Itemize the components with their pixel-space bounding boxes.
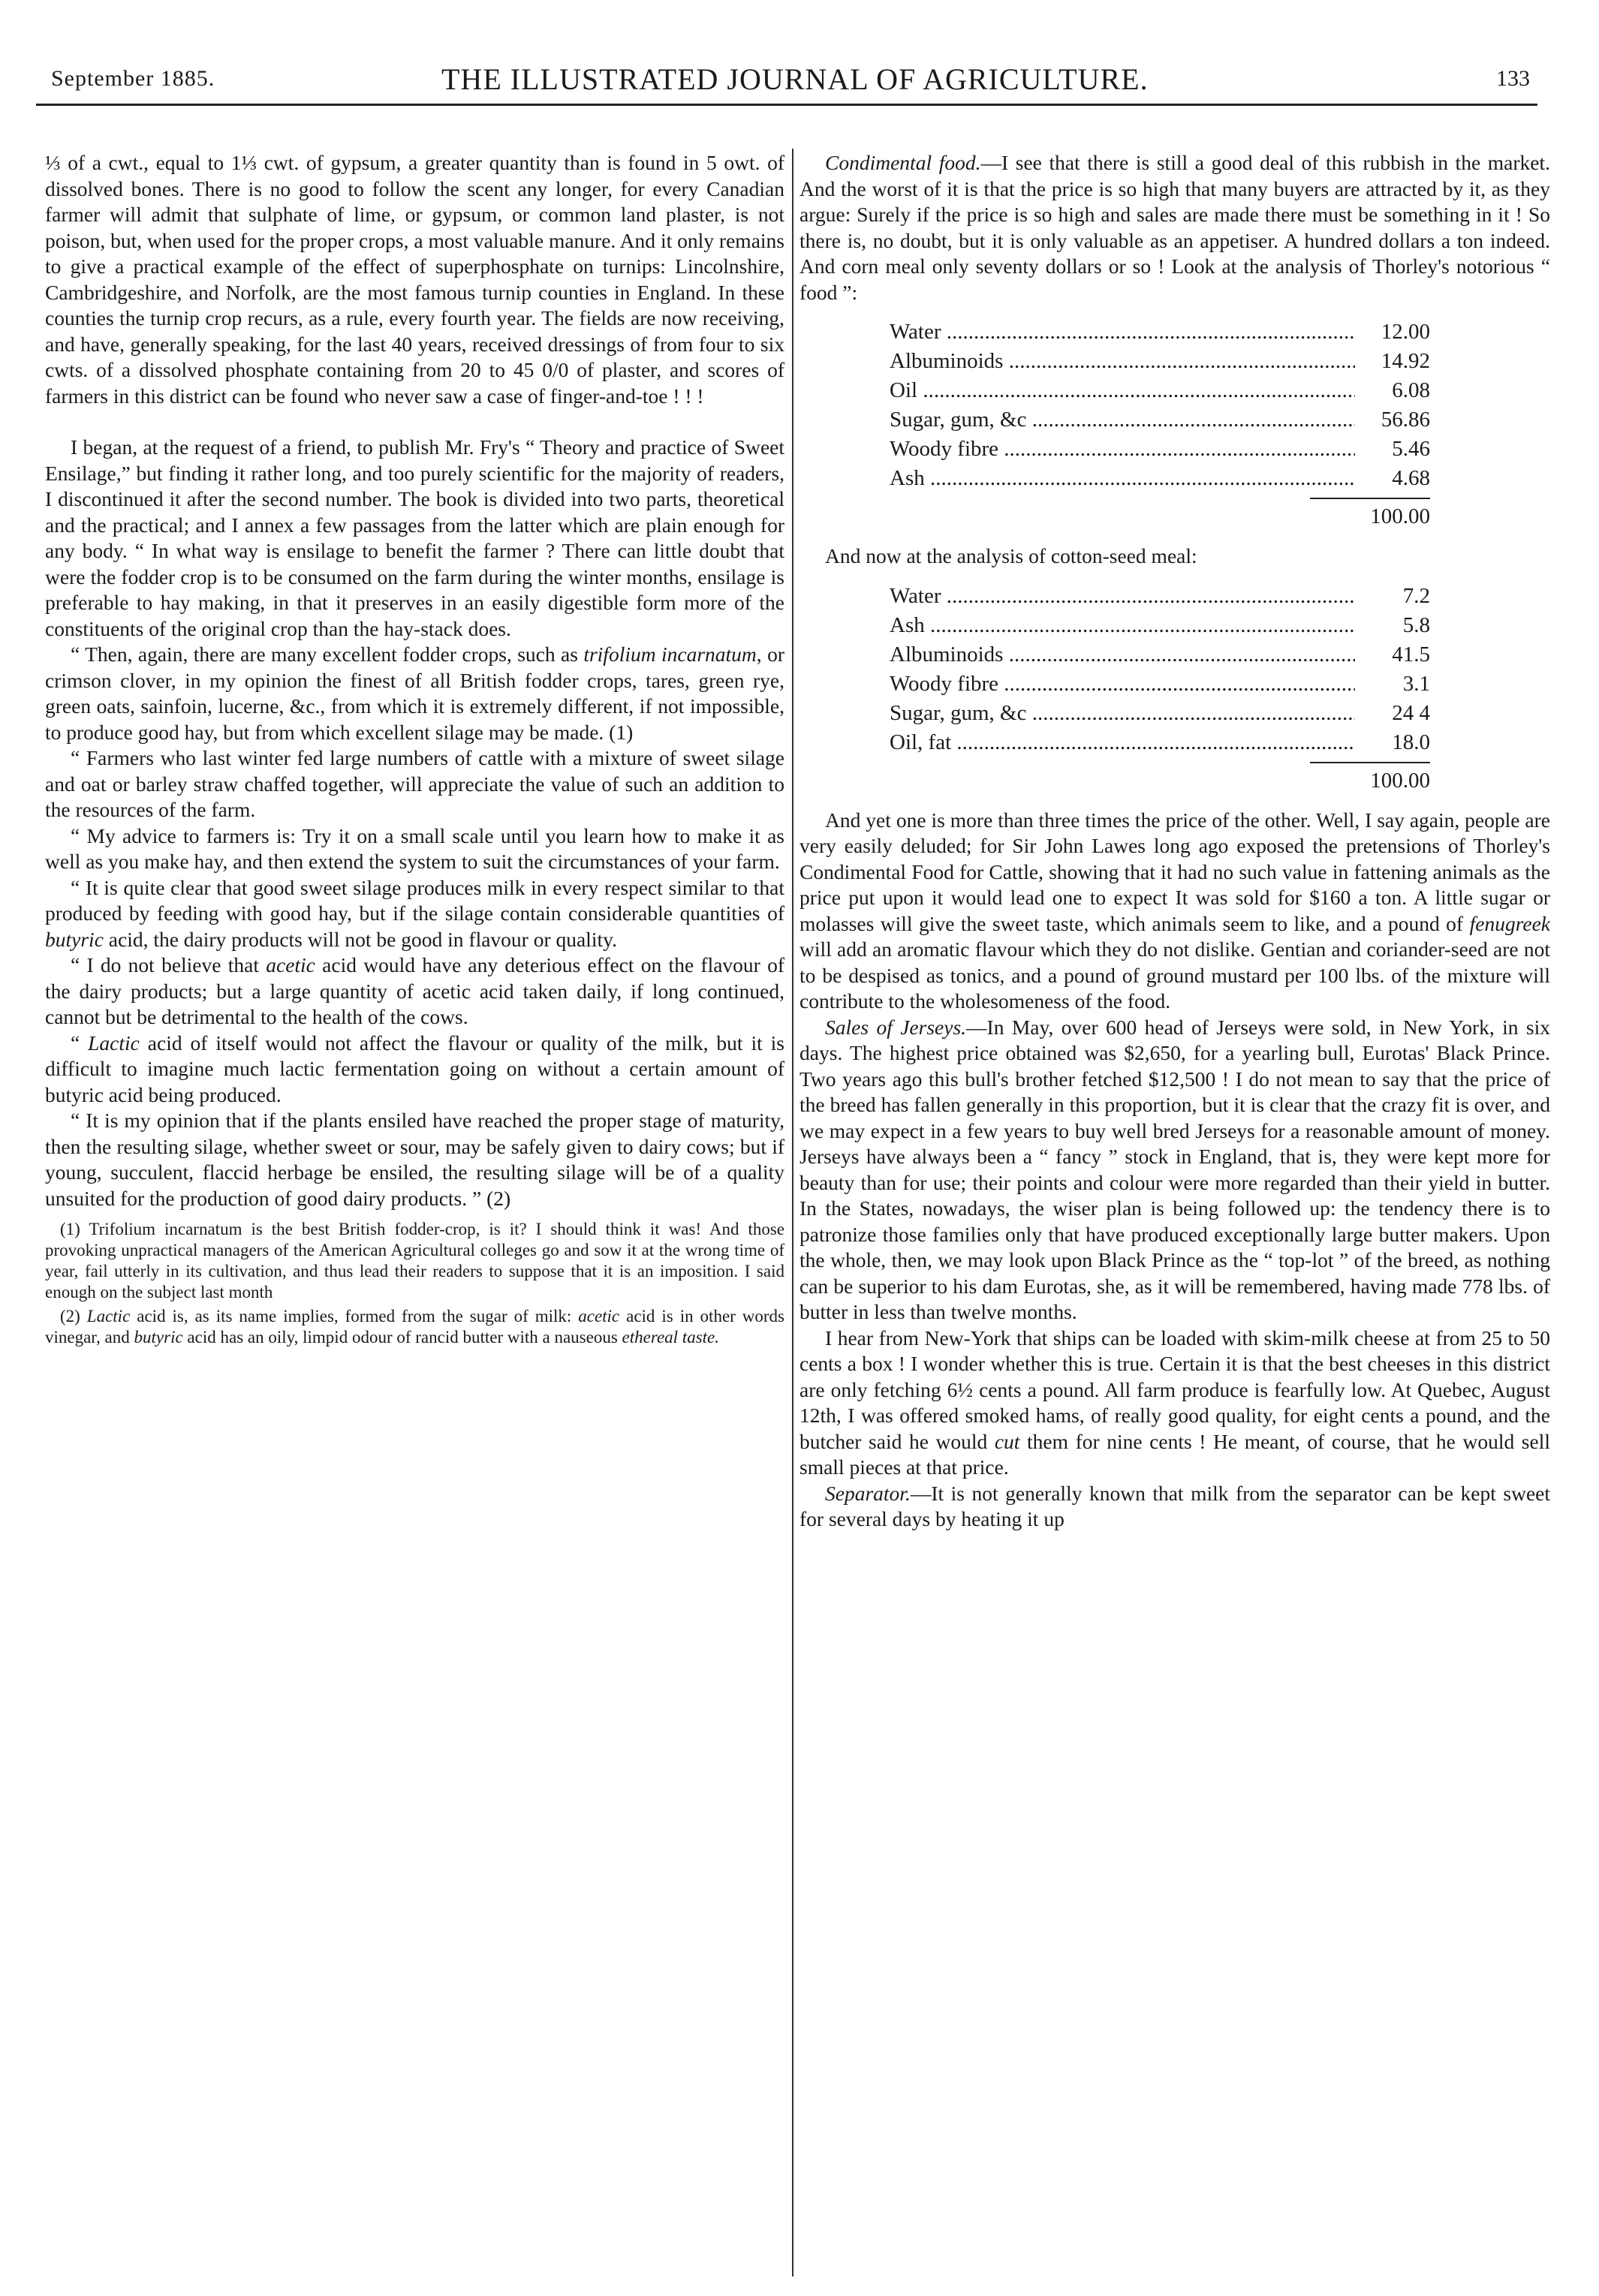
maturity-paragraph: “ It is my opinion that if the plants ensiled have reached the proper stage of maturity, then the resulting silage, whether sweet or sour, may be safely given to dairy cows; but if young, succulent, flaccid herbage be ensiled, the resulting silage will be of a quality unsuited for the production of good dairy products. ” (2) [45,1109,784,1210]
journal-title: THE ILLUSTRATED JOURNAL OF AGRICULTURE. [441,62,1149,96]
price-comparison-paragraph: And yet one is more than three times the price of the other. Well, I say again, people are very easily deluded; for Sir John Lawes long ago exposed the pretensions of Thorley's Condimental Food for Cattle, showing that it had no such value in fattening animals as the price put upon it would lead one to expect It was sold for $160 a ton. A little sugar or molasses will give the sweet taste, which animals seem to like, and a pound of fenugreek will add an aromatic flavour which they do not dislike. Gentian and coriander-seed are not to be despised as tonics, and a pound of ground mustard per 100 lbs. of the mixture will contribute to the wholesomeness of the food. [800,808,1550,1013]
left-column [45,150,784,1351]
table-row: Water ..... 12.00 [890,317,1430,347]
table-row: Ash ..... 4.68 [890,464,1430,493]
table-row: Ash ..... 5.8 [890,611,1430,640]
separator-paragraph: Separator.—It is not generally known that milk from the separator can be kept sweet for several days by heating it up [800,1481,1550,1530]
table-row: Oil, fat ..... 18.0 [890,728,1430,757]
table-row: Woody fibre ..... 5.46 [890,435,1430,464]
acetic-acid-paragraph: “ I do not believe that acetic acid would have any deterious effect on the flavour of the dairy products; but a large quantity of acetic acid taken daily, if long continued, cannot but be detrimental to the health of the cows. [45,953,785,1028]
footnote-2: (2) Lactic acid is, as its name implies, formed from the sugar of milk: acetic acid is in other words vinegar, and butyric acid has an oily, limpid odour of rancid butter with a nauseous ethereal taste. [45,1307,785,1347]
cotton-seed-analysis-table [890,582,1430,796]
table-row: Sugar, gum, &c ..... 56.86 [890,405,1430,435]
table-total: 100.00 [1310,498,1430,531]
condimental-food-paragraph: Condimental food.—I see that there is still a good deal of this rubbish in the market. And the worst of it is that the price is so high that many buyers are attracted by it, as they argue: Surely if the price is so high and sales are made there must be something in it ! So there is, no doubt, but it is only valuable as an appetiser. A hundred dollars a ton indeed. And corn meal only seventy dollars or so ! Look at the analysis of Thorley's notorious “ food ”: [800,151,1550,304]
table-row: Water ..... 7.2 [890,582,1430,611]
right-column [800,150,1550,1533]
table-row: Albuminoids ..... 14.92 [890,347,1430,376]
page-number: 133 [1496,66,1530,91]
table-row: Albuminoids ..... 41.5 [890,640,1430,670]
ensilage-intro-paragraph: I began, at the request of a friend, to publish Mr. Fry's “ Theory and practice of Sweet Ensilage,” but finding it rather long, and too purely scientific for the majority of readers, I discontinued it after the second number. The book is divided into two parts, theoretical and the practical; and I annex a few passages from the latter which are plain enough for any body. “ In what way is ensilage to benefit the farmer ? There can little doubt that were the fodder crop is to be consumed on the farm during the winter months, ensilage is preferable to hay making, in that it preserves in an easily digestible form more of the constituents of the original crop than the hay-stack does. [45,435,784,640]
cotton-seed-intro: And now at the analysis of cotton-seed meal: [825,544,1197,567]
jerseys-heading: Sales of Jerseys. [825,1015,967,1039]
issue-date: September 1885. [51,66,215,91]
column-divider [792,149,793,2276]
table-row: Woody fibre ..... 3.1 [890,670,1430,699]
cheese-paragraph: I hear from New-York that ships can be loaded with skim-milk cheese at from 25 to 50 cents a box ! I wonder whether this is true. Certain it is that the best cheeses in this district are only fetching 6½ cents a pound. All farm produce is fearfully low. At Quebec, August 12th, I was offered smoked hams, of really good quality, for eight cents a pound, and the butcher said he would cut them for nine cents ! He meant, of course, that he would sell small pieces at that price. [800,1326,1550,1479]
condimental-food-heading: Condimental food. [825,151,981,174]
footnotes [45,1219,784,1348]
jerseys-paragraph: Sales of Jerseys.—In May, over 600 head of Jerseys were sold, in New York, in six days. The highest price obtained was $2,650, for a yearling bull, Eurotas' Black Prince. Two years ago this bull's brother fetched $12,500 ! I do not mean to say that the price of the breed has fallen generally in this proportion, but it is clear that the crazy fit is over, and we may expect in a few years to buy well bred Jerseys for a reasonable amount of money. Jerseys have always been a “ fancy ” stock in England, that is, they were kept more for beauty than for use; their points and colour were more regarded than their yield in butter. In the States, nowadays, the wiser plan is being followed up: the tendency there is to patronize those families only that have produced exceptionally large butter makers. Upon the whole, then, we may look upon Black Prince as the “ top-lot ” of the breed, as nothing can be superior to his dam Eurotas, she, as it will be remembered, having made 778 lbs. of butter in less than twelve months. [800,1015,1551,1323]
page-header [36,59,1537,106]
farmers-paragraph: “ Farmers who last winter fed large numbers of cattle with a mixture of sweet silage and oat or barley straw chaffed together, will appreciate the value of such an addition to the resources of the farm. [45,746,784,821]
lactic-acid-paragraph: “ Lactic acid of itself would not affect the flavour or quality of the milk, but it is difficult to imagine much lactic fermentation going on without a certain amount of butyric acid being produced. [45,1031,784,1106]
table-total: 100.00 [1310,762,1430,796]
thorley-food-analysis-table [890,317,1430,531]
table-row: Oil ..... 6.08 [890,376,1430,405]
separator-heading: Separator. [825,1481,911,1505]
footnote-1: (1) Trifolium incarnatum is the best British fodder-crop, is it? I should think it was! And those provoking unpractical managers of the American Agricultural colleges go and sow it at the wrong time of year, fail utterly in its cultivation, and thus lead their readers to suppose that it is an imposition. I said enough on the subject last month [45,1220,784,1301]
table-row: Sugar, gum, &c ..... 24 4 [890,699,1430,728]
advice-paragraph: “ My advice to farmers is: Try it on a small scale until you learn how to make it as well as you make hay, and then extend the system to suit the circumstances of your farm. [45,823,784,873]
fodder-crops-paragraph: “ Then, again, there are many excellent fodder crops, such as trifolium incarnatum, or crimson clover, in my opinion the finest of all British fodder crops, tares, green rye, green oats, sainfoin, lucerne, &c., from which it is extremely different, if not impossible, to produce good hay, but from which excellent silage may be made. (1) [45,642,784,744]
silage-milk-paragraph: “ It is quite clear that good sweet silage produces milk in every respect similar to that produced by feeding with good hay, but if the silage contain considerable quantities of butyric acid, the dairy products will not be good in flavour or quality. [45,875,784,951]
gypsum-paragraph: ⅓ of a cwt., equal to 1⅓ cwt. of gypsum, a greater quantity than is found in 5 owt. of dissolved bones. There is no good to follow the scent any longer, for every Canadian farmer will admit that sulphate of lime, or gypsum, or common land plaster, is not poison, but, when used for the proper crops, a most valuable manure. And it only remains to give a practical example of the effect of superphosphate on turnips: Lincolnshire, Cambridgeshire, and Norfolk, are the most famous turnip counties in England. In these counties the turnip crop recurs, as a rule, every fourth year. The fields are now receiving, and have, generally speaking, for the last 40 years, received dressings of from four to six cwts. of a dissolved phosphate containing from 20 to 45 0/0 of plaster, and scores of farmers in this district can be found who never saw a case of finger-and-toe ! ! ! [45,151,784,408]
